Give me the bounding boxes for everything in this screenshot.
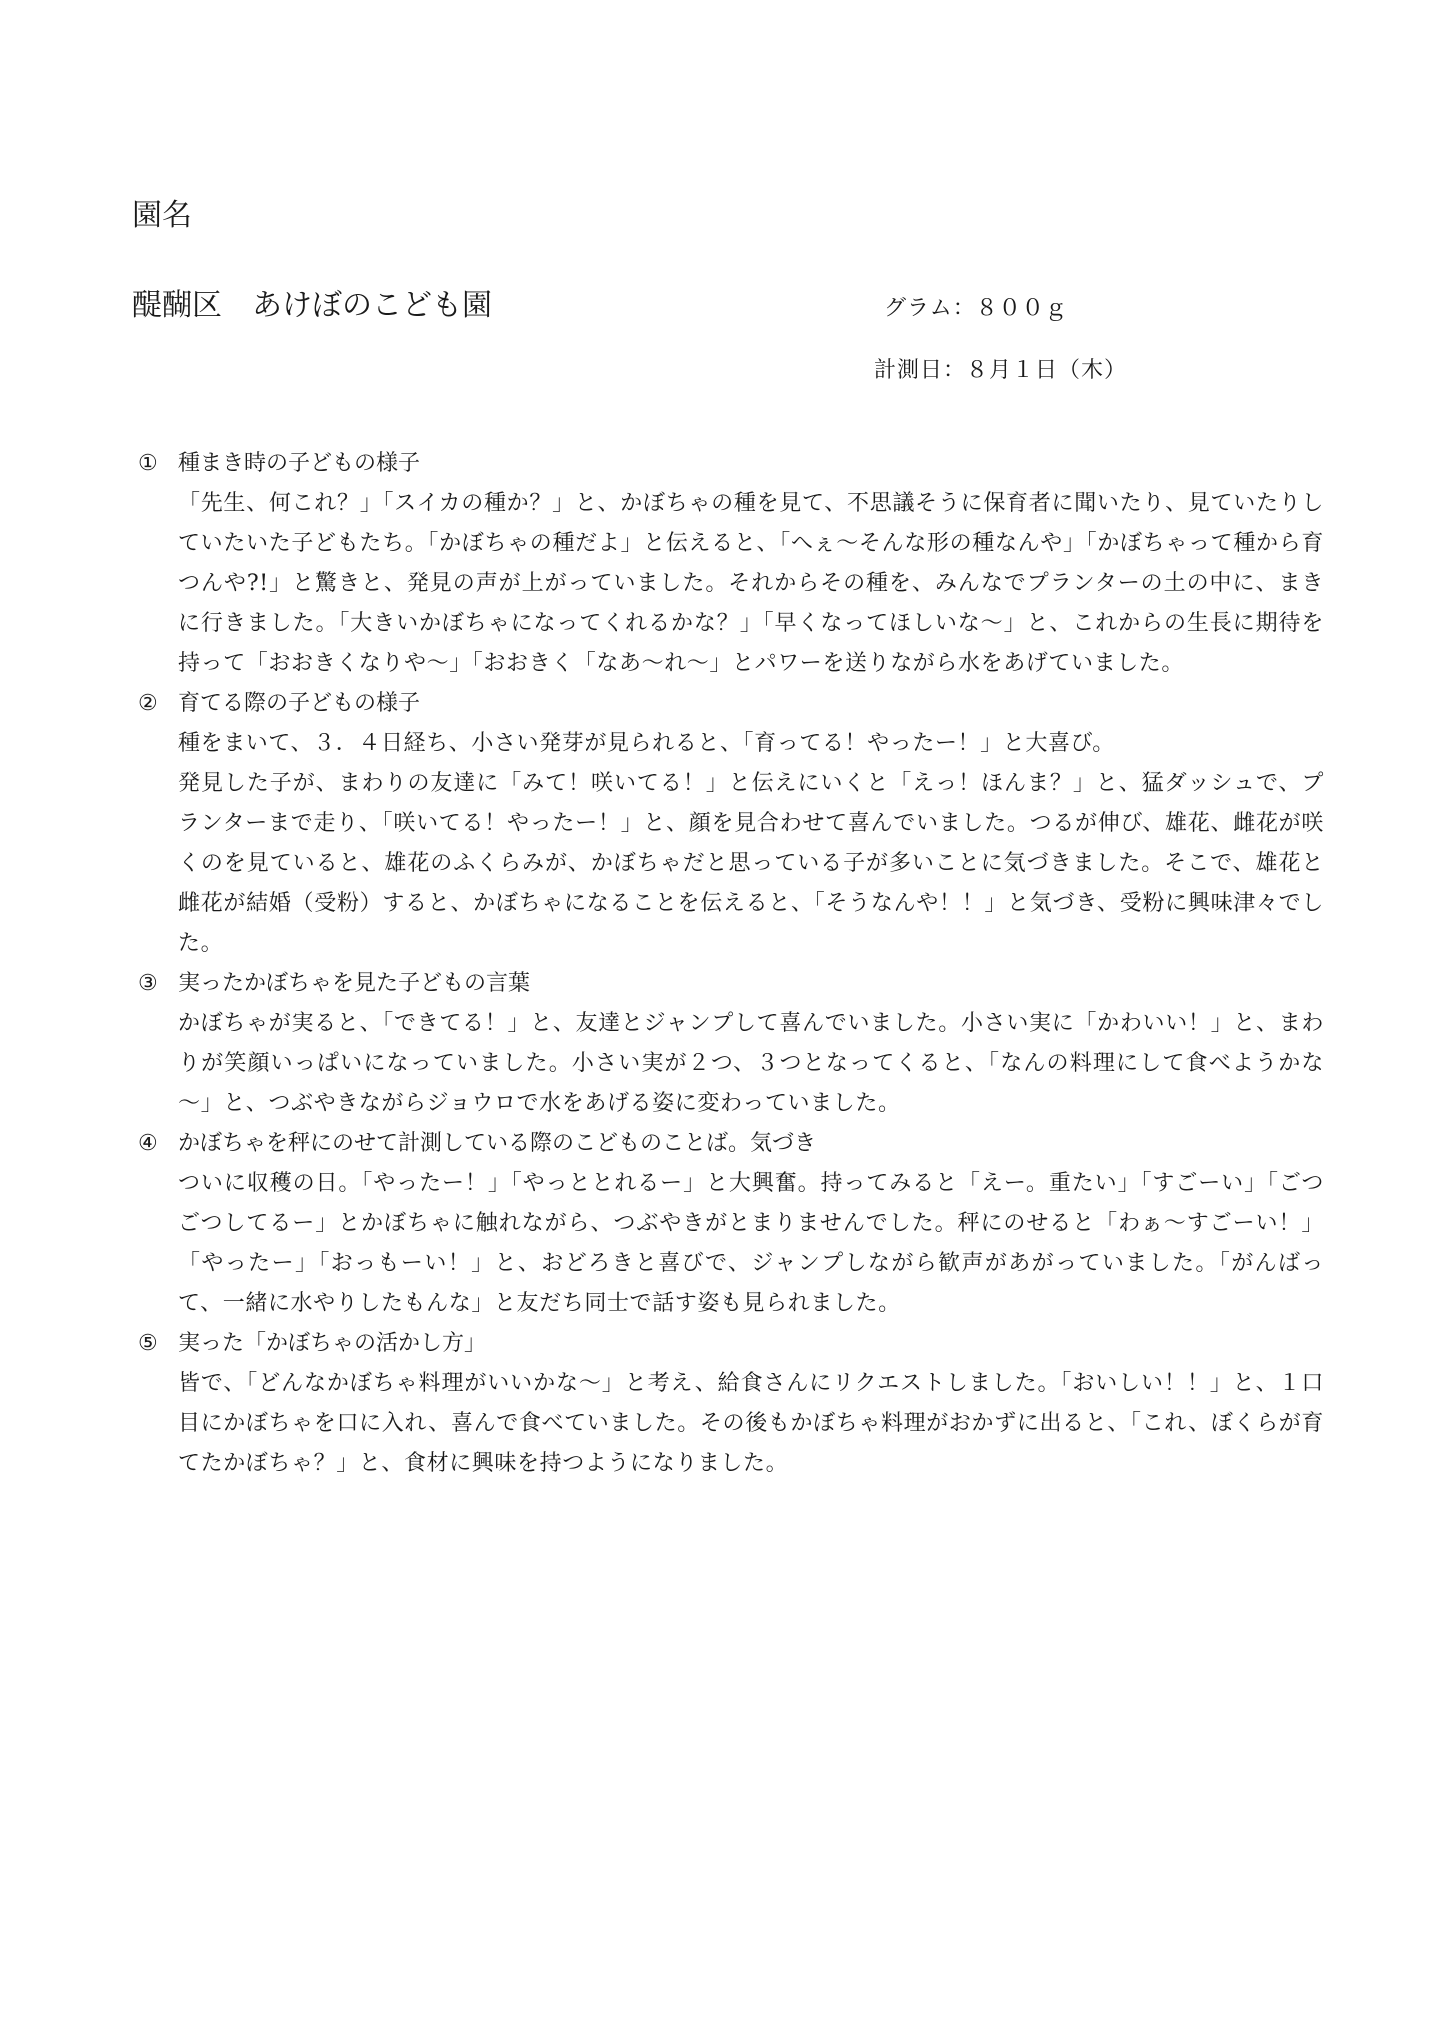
section-paragraph: 種をまいて、３．４日経ち、小さい発芽が見られると、「育ってる！やったー！」と大喜び。 bbox=[178, 731, 1115, 756]
section-body bbox=[178, 484, 1324, 684]
section-body bbox=[178, 1004, 1324, 1124]
section-growing bbox=[138, 684, 1324, 964]
section-body bbox=[178, 1364, 1324, 1484]
section-number: ① bbox=[138, 451, 158, 476]
section-sowing bbox=[138, 444, 1324, 684]
school-name: 醍醐区 あけぼのこども園 bbox=[132, 288, 492, 323]
section-heading bbox=[138, 964, 1324, 1004]
section-title: 実ったかぼちゃを見た子どもの言葉 bbox=[178, 971, 531, 996]
section-title: 種まき時の子どもの様子 bbox=[178, 451, 421, 476]
section-title: 実った「かぼちゃの活かし方」 bbox=[178, 1331, 487, 1356]
section-body bbox=[178, 724, 1324, 964]
section-title: かぼちゃを秤にのせて計測している際のこどものことば。気づき bbox=[178, 1131, 817, 1156]
section-paragraph: かぼちゃが実ると、「できてる！」と、友達とジャンプして喜んでいました。小さい実に「かわいい！」と、まわりが笑顔いっぱいになっていました。小さい実が２つ、３つとなってくると、「なんの料理にして食べようかな～」と、つぶやきながらジョウロで水をあげる姿に変わっていました。 bbox=[178, 1011, 1324, 1116]
measurement-date: 計測日：８月１日（木） bbox=[874, 358, 1128, 383]
section-body bbox=[178, 1164, 1324, 1324]
report-sections bbox=[138, 444, 1324, 1484]
section-number: ② bbox=[138, 691, 158, 716]
section-number: ③ bbox=[138, 971, 158, 996]
section-number: ⑤ bbox=[138, 1331, 158, 1356]
section-weighing bbox=[138, 1124, 1324, 1324]
section-paragraph: 皆で、「どんなかぼちゃ料理がいいかな～」と考え、給食さんにリクエストしました。「おいしい！！」と、１口目にかぼちゃを口に入れ、喜んで食べていました。その後もかぼちゃ料理がおかずに出ると、「これ、ぼくらが育てたかぼちゃ？」と、食材に興味を持つようになりました。 bbox=[178, 1371, 1324, 1476]
pumpkin-weight: グラム：８００ｇ bbox=[884, 296, 1068, 321]
section-heading bbox=[138, 444, 1324, 484]
school-label: 園名 bbox=[132, 198, 192, 233]
section-paragraph: 発見した子が、まわりの友達に「みて！咲いてる！」と伝えにいくと「えっ！ほんま？」と、猛ダッシュで、プランターまで走り、「咲いてる！やったー！」と、顔を見合わせて喜んでいました。つるが伸び、雄花、雌花が咲くのを見ていると、雄花のふくらみが、かぼちゃだと思っている子が多いことに気づきました。そこで、雄花と雌花が結婚（受粉）すると、かぼちゃになることを伝えると、「そうなんや！！」と気づき、受粉に興味津々でした。 bbox=[178, 771, 1324, 956]
section-heading bbox=[138, 1124, 1324, 1164]
section-fruit-words bbox=[138, 964, 1324, 1124]
section-paragraph: ついに収穫の日。「やったー！」「やっととれるー」と大興奮。持ってみると「えー。重たい」「すごーい」「ごつごつしてるー」とかぼちゃに触れながら、つぶやきがとまりませんでした。秤にのせると「わぁ～すごーい！」「やったー」「おっもーい！」と、おどろきと喜びで、ジャンプしながら歓声があがっていました。「がんばって、一緒に水やりしたもんな」と友だち同士で話す姿も見られました。 bbox=[178, 1171, 1324, 1316]
section-number: ④ bbox=[138, 1131, 158, 1156]
section-paragraph: 「先生、何これ？」「スイカの種か？」と、かぼちゃの種を見て、不思議そうに保育者に聞いたり、見ていたりしていたいた子どもたち。「かぼちゃの種だよ」と伝えると、「へぇ～そんな形の種なんや」「かぼちゃって種から育つんや?!」と驚きと、発見の声が上がっていました。それからその種を、みんなでプランターの土の中に、まきに行きました。「大きいかぼちゃになってくれるかな？」「早くなってほしいな～」と、これからの生長に期待を持って「おおきくなりや～」「おおきく「なあ～れ～」とパワーを送りながら水をあげていました。 bbox=[178, 491, 1324, 676]
section-title: 育てる際の子どもの様子 bbox=[178, 691, 421, 716]
section-heading bbox=[138, 684, 1324, 724]
section-heading bbox=[138, 1324, 1324, 1364]
section-usage bbox=[138, 1324, 1324, 1484]
